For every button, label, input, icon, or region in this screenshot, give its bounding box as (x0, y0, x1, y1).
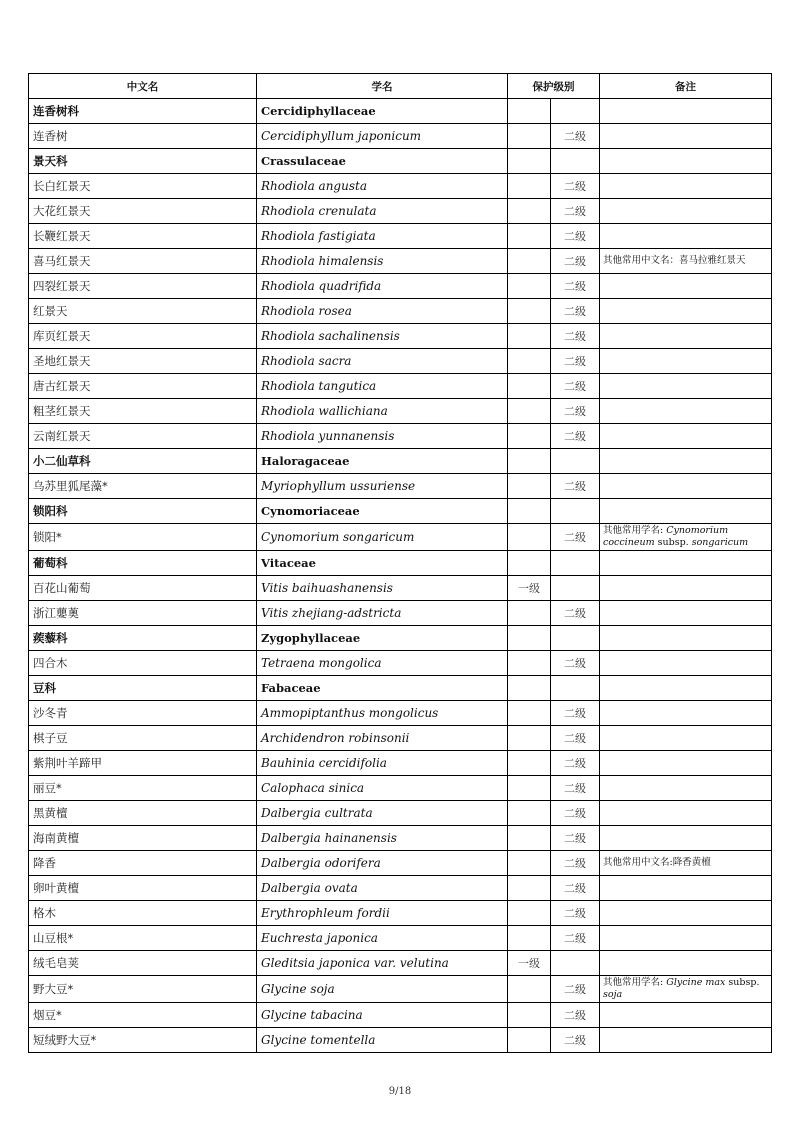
species-row (29, 726, 772, 751)
species-sci-name: Cercidiphyllum japonicum (257, 124, 508, 149)
species-sci-name: Vitis zhejiang-adstricta (257, 601, 508, 626)
note-cell (600, 199, 772, 224)
level-second-class: 二级 (551, 976, 600, 1003)
species-sci-name: Glycine tomentella (257, 1028, 508, 1053)
species-cn-name: 连香树 (29, 124, 257, 149)
family-row (29, 676, 772, 701)
species-row (29, 651, 772, 676)
species-sci-name: Euchresta japonica (257, 926, 508, 951)
note-cell (600, 951, 772, 976)
note-cell (600, 374, 772, 399)
species-sci-name: Rhodiola angusta (257, 174, 508, 199)
page-number: 9/18 (388, 1086, 412, 1097)
note-cell (600, 601, 772, 626)
level-first-class (508, 324, 551, 349)
species-sci-name: Glycine soja (257, 976, 508, 1003)
level-cell-1 (508, 149, 551, 174)
note-cell (600, 1028, 772, 1053)
species-cn-name: 野大豆* (29, 976, 257, 1003)
note-cell (600, 124, 772, 149)
level-second-class: 二级 (551, 926, 600, 951)
species-row (29, 926, 772, 951)
level-second-class: 二级 (551, 651, 600, 676)
species-cn-name: 云南红景天 (29, 424, 257, 449)
level-first-class (508, 926, 551, 951)
note-cell (600, 626, 772, 651)
family-row (29, 149, 772, 174)
family-row (29, 551, 772, 576)
species-sci-name: Cynomorium songaricum (257, 524, 508, 551)
species-row (29, 1003, 772, 1028)
level-second-class: 二级 (551, 349, 600, 374)
family-sci-name: Haloragaceae (257, 449, 508, 474)
note-cell (600, 249, 772, 274)
note-cell (600, 851, 772, 876)
level-second-class: 二级 (551, 726, 600, 751)
level-cell-1 (508, 499, 551, 524)
species-cn-name: 沙冬青 (29, 701, 257, 726)
note-cell (600, 726, 772, 751)
level-first-class (508, 249, 551, 274)
species-sci-name: Gleditsia japonica var. velutina (257, 951, 508, 976)
table-header-row (29, 74, 772, 99)
col-header-note: 备注 (600, 74, 772, 99)
family-cn-name: 蒺藜科 (29, 626, 257, 651)
note-cell (600, 224, 772, 249)
species-row (29, 576, 772, 601)
species-row (29, 876, 772, 901)
subsp-label: subsp. (725, 977, 760, 988)
level-first-class (508, 701, 551, 726)
level-first-class (508, 726, 551, 751)
species-sci-name: Calophaca sinica (257, 776, 508, 801)
species-sci-name: Vitis baihuashanensis (257, 576, 508, 601)
subsp-epithet: soja (603, 989, 623, 1000)
note-cell (600, 776, 772, 801)
note-cell (600, 174, 772, 199)
level-first-class (508, 976, 551, 1003)
species-cn-name: 喜马红景天 (29, 249, 257, 274)
species-cn-name: 四合木 (29, 651, 257, 676)
level-first-class (508, 1028, 551, 1053)
level-first-class (508, 199, 551, 224)
species-row (29, 274, 772, 299)
note-alt-sci-name: Glycine max (666, 977, 726, 988)
family-row (29, 499, 772, 524)
level-second-class: 二级 (551, 751, 600, 776)
species-sci-name: Rhodiola fastigiata (257, 224, 508, 249)
level-second-class: 二级 (551, 901, 600, 926)
species-row (29, 901, 772, 926)
level-cell-2 (551, 551, 600, 576)
note-subspecies (655, 537, 749, 548)
level-cell-1 (508, 626, 551, 651)
species-cn-name: 浙江蘡薁 (29, 601, 257, 626)
family-sci-name: Zygophyllaceae (257, 626, 508, 651)
level-second-class: 二级 (551, 249, 600, 274)
level-second-class: 二级 (551, 399, 600, 424)
col-header-cn: 中文名 (29, 74, 257, 99)
species-row (29, 826, 772, 851)
level-second-class: 二级 (551, 424, 600, 449)
species-sci-name: Erythrophleum fordii (257, 901, 508, 926)
level-first-class (508, 801, 551, 826)
note-cell (600, 576, 772, 601)
family-row (29, 99, 772, 124)
subsp-epithet: songaricum (688, 537, 749, 548)
level-first-class (508, 424, 551, 449)
species-row (29, 374, 772, 399)
species-cn-name: 粗茎红景天 (29, 399, 257, 424)
level-second-class: 二级 (551, 524, 600, 551)
level-second-class: 二级 (551, 174, 600, 199)
level-second-class: 二级 (551, 776, 600, 801)
species-sci-name: Rhodiola yunnanensis (257, 424, 508, 449)
level-first-class (508, 601, 551, 626)
species-row (29, 701, 772, 726)
level-cell-2 (551, 499, 600, 524)
note-cell (600, 651, 772, 676)
species-cn-name: 降香 (29, 851, 257, 876)
species-cn-name: 百花山葡萄 (29, 576, 257, 601)
level-first-class (508, 274, 551, 299)
level-first-class (508, 374, 551, 399)
species-sci-name: Dalbergia odorifera (257, 851, 508, 876)
level-cell-2 (551, 149, 600, 174)
note-cell (600, 551, 772, 576)
species-row (29, 776, 772, 801)
species-cn-name: 黑黄檀 (29, 801, 257, 826)
species-cn-name: 丽豆* (29, 776, 257, 801)
note-cell (600, 801, 772, 826)
level-cell-2 (551, 99, 600, 124)
family-sci-name: Cynomoriaceae (257, 499, 508, 524)
level-first-class (508, 474, 551, 499)
level-second-class: 二级 (551, 124, 600, 149)
species-sci-name: Ammopiptanthus mongolicus (257, 701, 508, 726)
species-sci-name: Rhodiola quadrifida (257, 274, 508, 299)
species-cn-name: 烟豆* (29, 1003, 257, 1028)
level-second-class (551, 951, 600, 976)
note-cell (600, 901, 772, 926)
species-cn-name: 唐古红景天 (29, 374, 257, 399)
family-cn-name: 锁阳科 (29, 499, 257, 524)
level-second-class: 二级 (551, 374, 600, 399)
level-first-class: 一级 (508, 951, 551, 976)
level-first-class (508, 124, 551, 149)
species-cn-name: 绒毛皂荚 (29, 951, 257, 976)
family-cn-name: 豆科 (29, 676, 257, 701)
note-cell (600, 524, 772, 551)
subsp-label: subsp. (654, 537, 689, 548)
species-row (29, 524, 772, 551)
species-cn-name: 大花红景天 (29, 199, 257, 224)
level-first-class (508, 224, 551, 249)
species-cn-name: 卵叶黄檀 (29, 876, 257, 901)
species-cn-name: 四裂红景天 (29, 274, 257, 299)
note-cell (600, 1003, 772, 1028)
note-cell (600, 349, 772, 374)
note-text: 其他常用学名: (603, 977, 667, 988)
note-cell (600, 399, 772, 424)
species-cn-name: 短绒野大豆* (29, 1028, 257, 1053)
family-row (29, 626, 772, 651)
level-cell-1 (508, 551, 551, 576)
note-cell (600, 149, 772, 174)
family-sci-name: Cercidiphyllaceae (257, 99, 508, 124)
level-first-class (508, 776, 551, 801)
family-sci-name: Fabaceae (257, 676, 508, 701)
level-second-class: 二级 (551, 199, 600, 224)
species-sci-name: Dalbergia ovata (257, 876, 508, 901)
family-cn-name: 连香树科 (29, 99, 257, 124)
species-sci-name: Dalbergia cultrata (257, 801, 508, 826)
species-cn-name: 山豆根* (29, 926, 257, 951)
level-second-class: 二级 (551, 826, 600, 851)
col-header-level: 保护级别 (508, 74, 600, 99)
species-sci-name: Tetraena mongolica (257, 651, 508, 676)
note-cell (600, 424, 772, 449)
col-header-sci: 学名 (257, 74, 508, 99)
species-row (29, 851, 772, 876)
family-cn-name: 景天科 (29, 149, 257, 174)
note-cell (600, 324, 772, 349)
species-row (29, 1028, 772, 1053)
note-cell (600, 701, 772, 726)
species-row (29, 751, 772, 776)
species-sci-name: Dalbergia hainanensis (257, 826, 508, 851)
species-sci-name: Rhodiola sacra (257, 349, 508, 374)
species-cn-name: 锁阳* (29, 524, 257, 551)
note-cell (600, 976, 772, 1003)
species-table (28, 73, 772, 1053)
species-cn-name: 海南黄檀 (29, 826, 257, 851)
level-second-class: 二级 (551, 1028, 600, 1053)
species-row (29, 601, 772, 626)
level-first-class (508, 876, 551, 901)
species-row (29, 174, 772, 199)
note-cell (600, 449, 772, 474)
species-sci-name: Rhodiola tangutica (257, 374, 508, 399)
species-row (29, 124, 772, 149)
family-sci-name: Vitaceae (257, 551, 508, 576)
note-cell (600, 274, 772, 299)
note-text: 其他常用中文名：喜马拉雅红景天 (603, 255, 746, 266)
level-second-class: 二级 (551, 876, 600, 901)
level-first-class (508, 299, 551, 324)
level-second-class: 二级 (551, 274, 600, 299)
family-cn-name: 葡萄科 (29, 551, 257, 576)
note-cell (600, 474, 772, 499)
level-cell-2 (551, 626, 600, 651)
species-row (29, 474, 772, 499)
level-first-class (508, 349, 551, 374)
species-cn-name: 长鞭红景天 (29, 224, 257, 249)
species-sci-name: Glycine tabacina (257, 1003, 508, 1028)
level-cell-1 (508, 99, 551, 124)
species-row (29, 349, 772, 374)
note-cell (600, 99, 772, 124)
species-cn-name: 红景天 (29, 299, 257, 324)
level-first-class (508, 901, 551, 926)
species-row (29, 324, 772, 349)
note-cell (600, 299, 772, 324)
level-second-class: 二级 (551, 801, 600, 826)
note-text: 其他常用学名: (603, 525, 667, 536)
level-second-class (551, 576, 600, 601)
level-second-class: 二级 (551, 324, 600, 349)
species-row (29, 249, 772, 274)
level-second-class: 二级 (551, 1003, 600, 1028)
family-sci-name: Crassulaceae (257, 149, 508, 174)
level-second-class: 二级 (551, 224, 600, 249)
family-cn-name: 小二仙草科 (29, 449, 257, 474)
level-first-class (508, 1003, 551, 1028)
species-row (29, 801, 772, 826)
species-cn-name: 圣地红景天 (29, 349, 257, 374)
species-sci-name: Archidendron robinsonii (257, 726, 508, 751)
species-sci-name: Myriophyllum ussuriense (257, 474, 508, 499)
species-cn-name: 长白红景天 (29, 174, 257, 199)
species-sci-name: Rhodiola crenulata (257, 199, 508, 224)
level-first-class (508, 851, 551, 876)
note-alt-sci-name: Cynomorium coccineum (603, 525, 729, 548)
note-cell (600, 676, 772, 701)
species-cn-name: 棋子豆 (29, 726, 257, 751)
species-row (29, 199, 772, 224)
note-text: 其他常用中文名:降香黄檀 (603, 857, 711, 868)
table-body (29, 99, 772, 1053)
species-cn-name: 紫荆叶羊蹄甲 (29, 751, 257, 776)
level-cell-1 (508, 449, 551, 474)
species-row (29, 424, 772, 449)
level-second-class: 二级 (551, 601, 600, 626)
species-row (29, 976, 772, 1003)
species-row (29, 224, 772, 249)
family-row (29, 449, 772, 474)
note-cell (600, 876, 772, 901)
level-second-class: 二级 (551, 299, 600, 324)
note-cell (600, 926, 772, 951)
species-sci-name: Rhodiola himalensis (257, 249, 508, 274)
note-cell (600, 826, 772, 851)
level-first-class: 一级 (508, 576, 551, 601)
level-cell-2 (551, 676, 600, 701)
level-first-class (508, 751, 551, 776)
species-cn-name: 库页红景天 (29, 324, 257, 349)
level-first-class (508, 174, 551, 199)
note-cell (600, 751, 772, 776)
level-second-class: 二级 (551, 851, 600, 876)
species-cn-name: 格木 (29, 901, 257, 926)
level-cell-1 (508, 676, 551, 701)
note-cell (600, 499, 772, 524)
level-first-class (508, 651, 551, 676)
species-row (29, 299, 772, 324)
level-first-class (508, 399, 551, 424)
level-second-class: 二级 (551, 474, 600, 499)
species-sci-name: Rhodiola rosea (257, 299, 508, 324)
species-sci-name: Rhodiola sachalinensis (257, 324, 508, 349)
level-second-class: 二级 (551, 701, 600, 726)
species-sci-name: Rhodiola wallichiana (257, 399, 508, 424)
level-first-class (508, 826, 551, 851)
species-row (29, 951, 772, 976)
level-first-class (508, 524, 551, 551)
level-cell-2 (551, 449, 600, 474)
species-sci-name: Bauhinia cercidifolia (257, 751, 508, 776)
species-cn-name: 乌苏里狐尾藻* (29, 474, 257, 499)
species-row (29, 399, 772, 424)
